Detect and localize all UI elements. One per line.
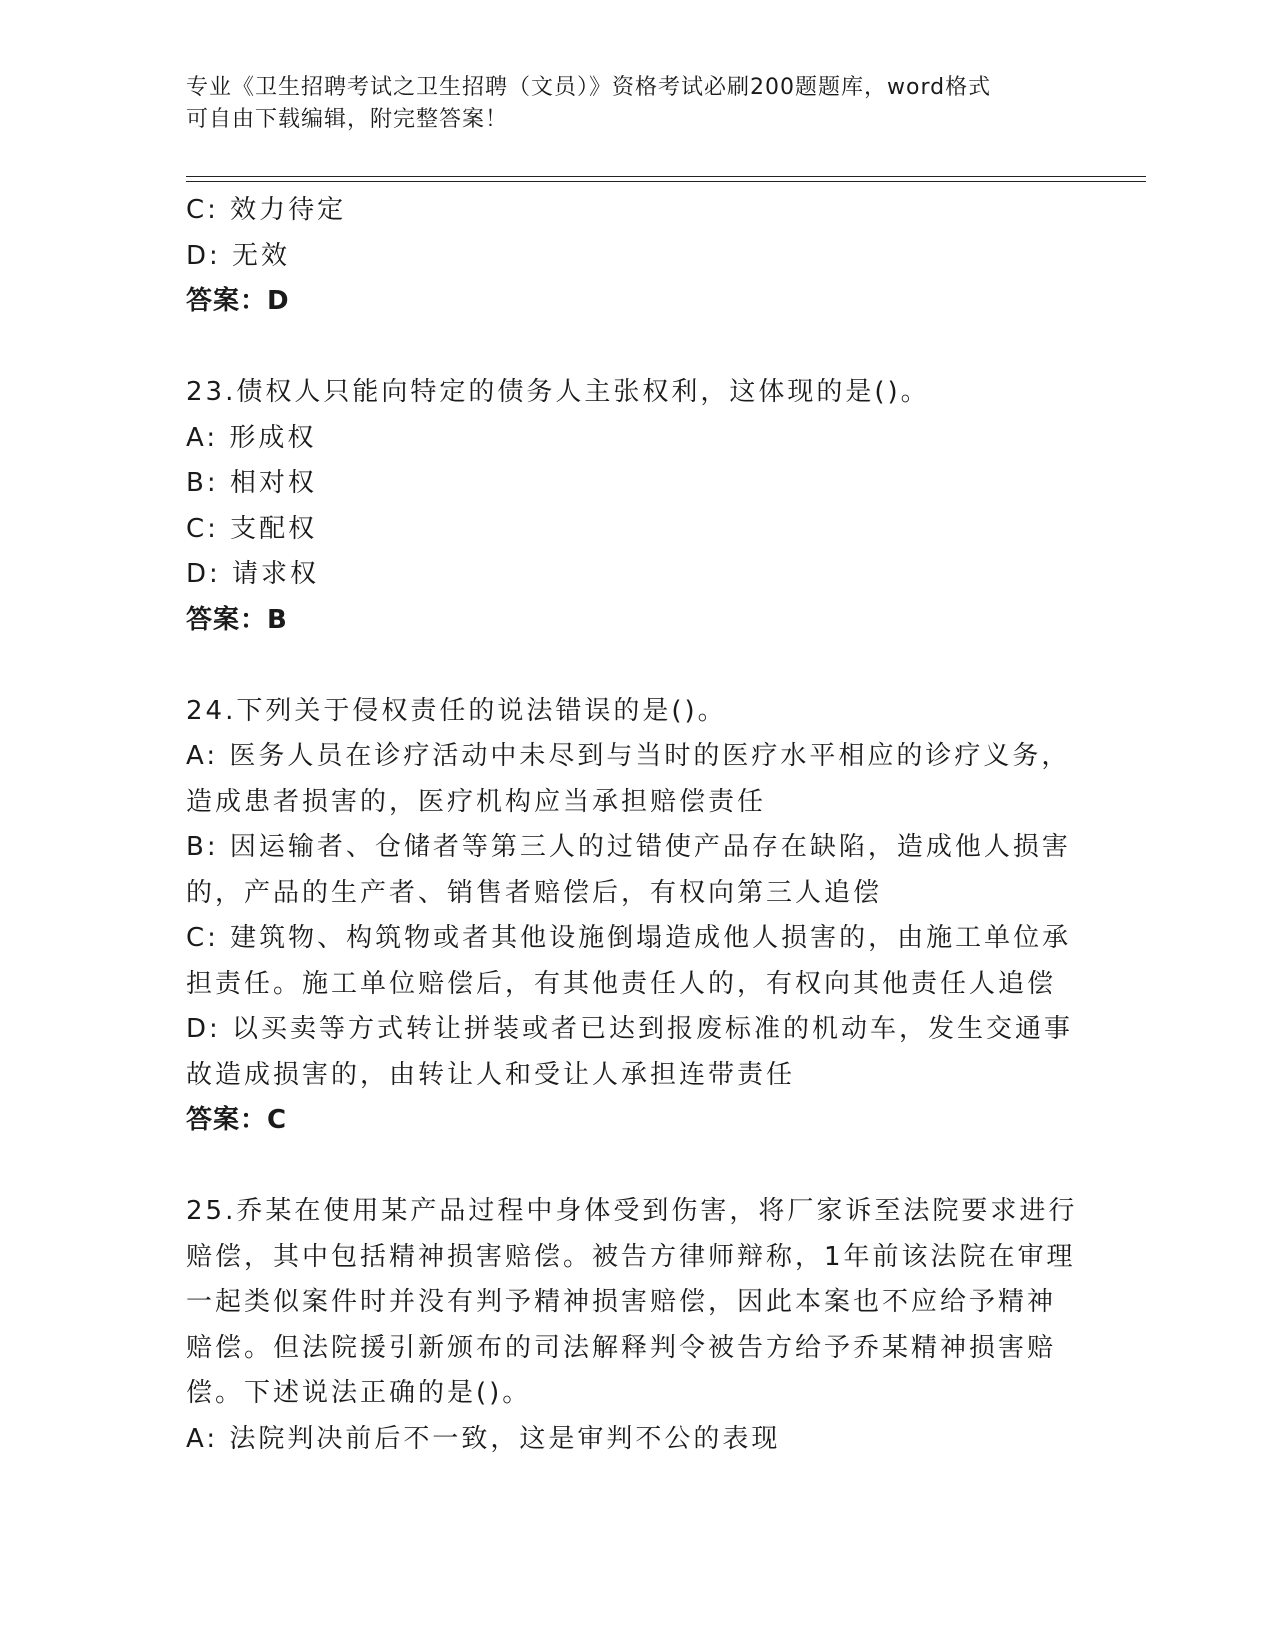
q25-stem-line-5: 偿。下述说法正确的是()。 xyxy=(186,1378,532,1408)
header-line-1: 专业《卫生招聘考试之卫生招聘（文员）》资格考试必刷200题题库，word格式 xyxy=(186,75,992,100)
spacer xyxy=(186,643,1086,689)
header-rule-bottom xyxy=(186,181,1146,182)
q22-answer: 答案：D xyxy=(186,286,290,316)
q25-stem-line-1: 25.乔某在使用某产品过程中身体受到伤害，将厂家诉至法院要求进行 xyxy=(186,1196,1078,1226)
q25-option-a: A: 法院判决前后不一致，这是审判不公的表现 xyxy=(186,1423,781,1454)
q24-option-b-line-1: B: 因运输者、仓储者等第三人的过错使产品存在缺陷，造成他人损害 xyxy=(186,832,1071,862)
header-line-2: 可自由下载编辑，附完整答案！ xyxy=(186,107,509,132)
spacer xyxy=(186,1144,1086,1190)
q23-answer: 答案：B xyxy=(186,604,288,635)
q23-option-c: C: 支配权 xyxy=(186,513,318,544)
question-list xyxy=(186,188,1086,1462)
header-rule-top xyxy=(186,176,1146,177)
q24-option-c-line-1: C: 建筑物、构筑物或者其他设施倒塌造成他人损害的，由施工单位承 xyxy=(186,923,1072,953)
q24-option-d-line-2: 故造成损害的，由转让人和受让人承担连带责任 xyxy=(186,1059,796,1090)
document-header xyxy=(186,72,1066,136)
spacer xyxy=(186,325,1086,371)
q23-stem: 23.债权人只能向特定的债务人主张权利，这体现的是()。 xyxy=(186,377,930,407)
q23-option-b: B: 相对权 xyxy=(186,468,317,498)
q25-stem-line-3: 一起类似案件时并没有判予精神损害赔偿，因此本案也不应给予精神 xyxy=(186,1287,1057,1317)
q25-stem-line-4: 赔偿。但法院援引新颁布的司法解释判令被告方给予乔某精神损害赔 xyxy=(186,1332,1057,1363)
q22-option-c: C: 效力待定 xyxy=(186,195,347,225)
q24-option-a-line-2: 造成患者损害的，医疗机构应当承担赔偿责任 xyxy=(186,786,767,817)
q24-option-d-line-1: D: 以买卖等方式转让拼装或者已达到报废标准的机动车，发生交通事 xyxy=(186,1014,1074,1044)
q25-stem-line-2: 赔偿，其中包括精神损害赔偿。被告方律师辩称，1年前该法院在审理 xyxy=(186,1241,1076,1272)
q24-option-b-line-2: 的，产品的生产者、销售者赔偿后，有权向第三人追偿 xyxy=(186,877,883,908)
q24-answer: 答案：C xyxy=(186,1105,288,1135)
q23-option-d: D: 请求权 xyxy=(186,559,320,589)
q24-stem: 24.下列关于侵权责任的说法错误的是()。 xyxy=(186,695,727,726)
q22-option-d: D: 无效 xyxy=(186,240,291,271)
q24-option-a-line-1: A: 医务人员在诊疗活动中未尽到与当时的医疗水平相应的诊疗义务， xyxy=(186,741,1071,771)
q24-option-c-line-2: 担责任。施工单位赔偿后，有其他责任人的，有权向其他责任人追偿 xyxy=(186,968,1057,999)
q23-option-a: A: 形成权 xyxy=(186,422,317,453)
